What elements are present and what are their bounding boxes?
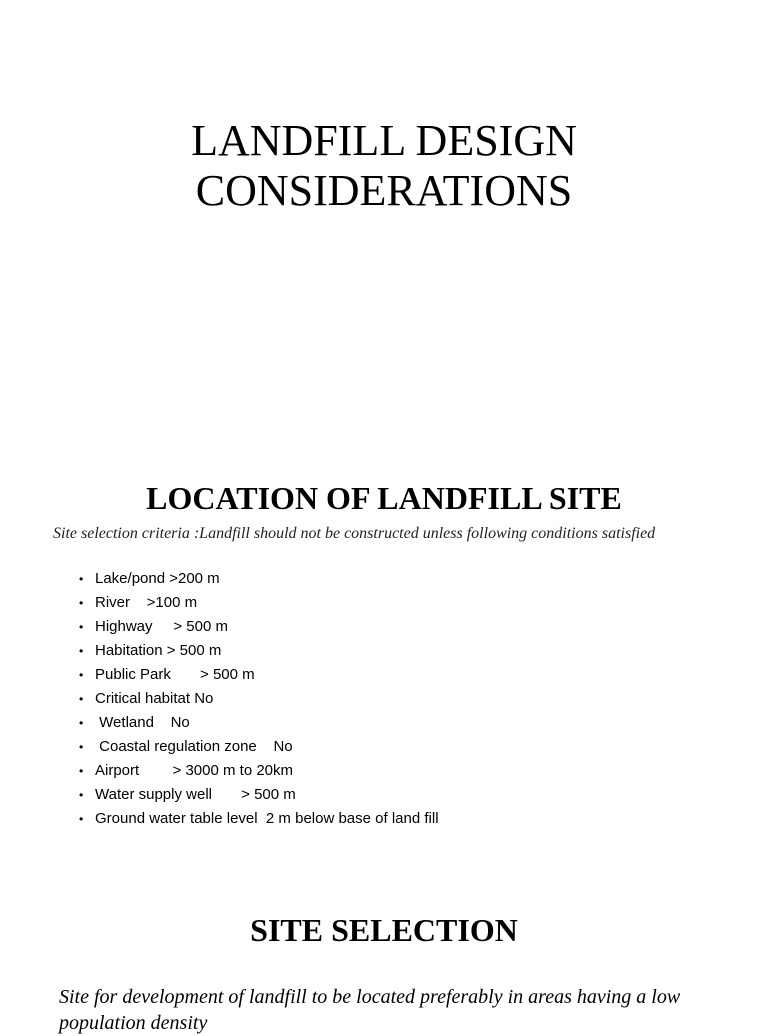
bullet-icon: • bbox=[79, 644, 84, 658]
list-item bbox=[79, 687, 439, 711]
list-item bbox=[79, 735, 439, 759]
list-item-text: Highway > 500 m bbox=[95, 618, 228, 635]
list-item-text: Public Park > 500 m bbox=[95, 666, 255, 683]
list-item bbox=[79, 807, 439, 831]
list-item-text: Airport > 3000 m to 20km bbox=[95, 762, 294, 779]
criteria-list bbox=[79, 567, 439, 831]
list-item bbox=[79, 783, 439, 807]
bullet-icon: • bbox=[79, 596, 84, 610]
list-item bbox=[79, 759, 439, 783]
list-item-text: Lake/pond >200 m bbox=[95, 570, 220, 587]
slide-title bbox=[0, 116, 768, 216]
list-item-text: Habitation > 500 m bbox=[95, 642, 222, 659]
location-heading: LOCATION OF LANDFILL SITE bbox=[146, 480, 622, 516]
list-item-text: Wetland No bbox=[95, 714, 190, 731]
list-item-text: Water supply well > 500 m bbox=[95, 786, 296, 803]
bullet-icon: • bbox=[79, 740, 84, 754]
list-item-text: Ground water table level 2 m below base of land fill bbox=[95, 810, 439, 827]
slide-title-line-2: CONSIDERATIONS bbox=[195, 166, 573, 215]
bullet-icon: • bbox=[79, 668, 84, 682]
bullet-icon: • bbox=[79, 692, 84, 706]
bullet-icon: • bbox=[79, 620, 84, 634]
criteria-intro: Site selection criteria :Landfill should not be constructed unless following conditions satisfied bbox=[53, 525, 656, 542]
list-item bbox=[79, 663, 439, 687]
slide-title-line-1: LANDFILL DESIGN bbox=[191, 116, 577, 165]
list-item-text: River >100 m bbox=[95, 594, 198, 611]
list-item bbox=[79, 615, 439, 639]
bullet-icon: • bbox=[79, 788, 84, 802]
list-item bbox=[79, 591, 439, 615]
list-item-text: Coastal regulation zone No bbox=[95, 738, 293, 755]
bullet-icon: • bbox=[79, 716, 84, 730]
list-item-text: Critical habitat No bbox=[95, 690, 214, 707]
bullet-icon: • bbox=[79, 764, 84, 778]
site-selection-text: Site for development of landfill to be located preferably in areas having a low population density bbox=[59, 986, 681, 1034]
list-item bbox=[79, 711, 439, 735]
site-selection-heading: SITE SELECTION bbox=[250, 912, 518, 948]
list-item bbox=[79, 639, 439, 663]
bullet-icon: • bbox=[79, 812, 84, 826]
bullet-icon: • bbox=[79, 572, 84, 586]
list-item bbox=[79, 567, 439, 591]
